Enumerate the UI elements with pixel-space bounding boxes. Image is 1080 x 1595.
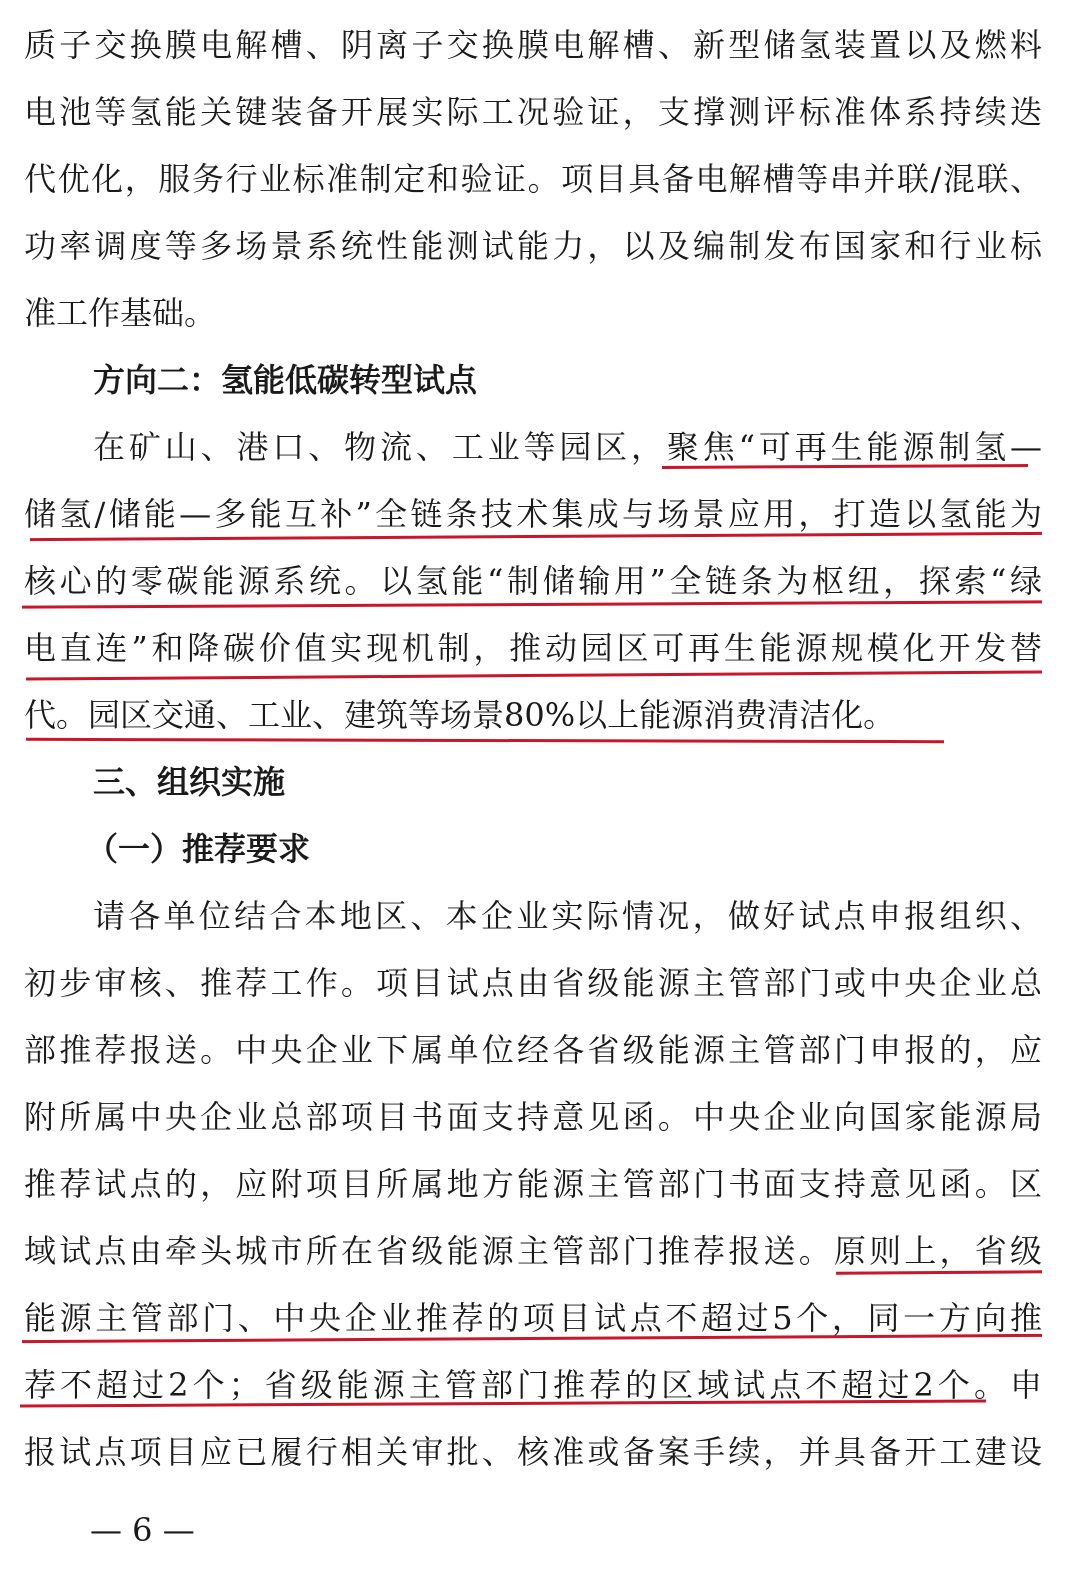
paragraph-line: 电直连”和降碳价值实现机制，推动园区可再生能源规模化开发替: [24, 629, 1042, 667]
paragraph-line: 在矿山、港口、物流、工业等园区，聚焦“可再生能源制氢—: [93, 428, 1042, 466]
heading-subsection-1: （一）推荐要求: [86, 830, 311, 868]
paragraph-line: 推荐试点的，应附项目所属地方能源主管部门书面支持意见函。区: [24, 1165, 1042, 1203]
paragraph-line: 初步审核、推荐工作。项目试点由省级能源主管部门或中央企业总: [24, 964, 1042, 1002]
paragraph-line: 质子交换膜电解槽、阴离子交换膜电解槽、新型储氢装置以及燃料: [24, 26, 1042, 64]
paragraph-line: 部推荐报送。中央企业下属单位经各省级能源主管部门申报的，应: [24, 1031, 1042, 1069]
paragraph-line: 荐不超过2个；省级能源主管部门推荐的区域试点不超过2个。申: [24, 1366, 1042, 1404]
paragraph-line: 代。园区交通、工业、建筑等场景80%以上能源消费清洁化。: [24, 696, 896, 734]
paragraph-line: 储氢/储能—多能互补”全链条技术集成与场景应用，打造以氢能为: [24, 495, 1042, 533]
paragraph-line: 代优化，服务行业标准制定和验证。项目具备电解槽等串并联/混联、: [24, 160, 1042, 198]
page-number: — 6 —: [90, 1511, 195, 1549]
paragraph-line: 附所属中央企业总部项目书面支持意见函。中央企业向国家能源局: [24, 1098, 1042, 1136]
paragraph-line: 请各单位结合本地区、本企业实际情况，做好试点申报组织、: [93, 897, 1042, 935]
paragraph-line: 核心的零碳能源系统。以氢能“制储输用”全链条为枢纽，探索“绿: [24, 562, 1042, 600]
heading-direction-2: 方向二：氢能低碳转型试点: [93, 361, 478, 399]
paragraph-line: 域试点由牵头城市所在省级能源主管部门推荐报送。原则上，省级: [24, 1232, 1042, 1270]
heading-section-3: 三、组织实施: [93, 763, 286, 801]
paragraph-line: 准工作基础。: [24, 294, 217, 332]
paragraph-line: 电池等氢能关键装备开展实际工况验证，支撑测评标准体系持续迭: [24, 93, 1042, 131]
paragraph-line: 报试点项目应已履行相关审批、核准或备案手续，并具备开工建设: [24, 1433, 1042, 1471]
paragraph-line: 功率调度等多场景系统性能测试能力，以及编制发布国家和行业标: [24, 227, 1042, 265]
paragraph-line: 能源主管部门、中央企业推荐的项目试点不超过5个，同一方向推: [24, 1299, 1042, 1337]
